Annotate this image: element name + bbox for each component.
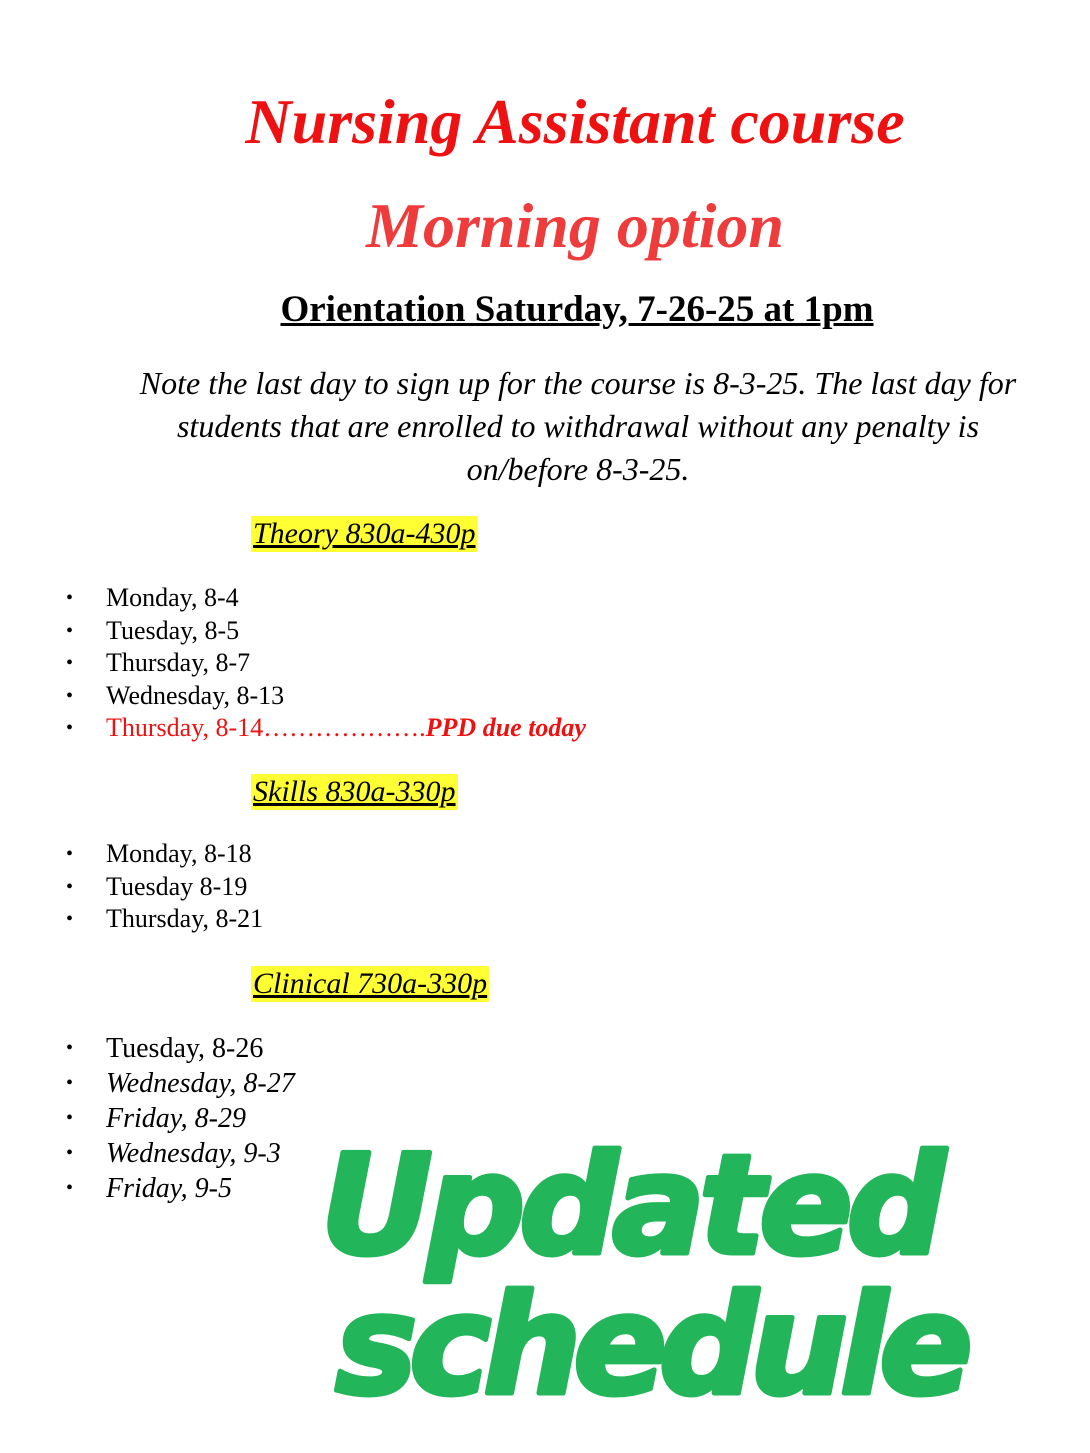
list-item-text: Tuesday 8-19	[106, 871, 248, 901]
bullet-icon: •	[66, 1107, 74, 1129]
list-item-text: Thursday, 8-21	[106, 904, 264, 933]
list-item-text: Wednesday, 9-3	[106, 1138, 281, 1169]
bullet-icon: •	[66, 843, 74, 865]
bullet-icon: •	[66, 717, 74, 739]
bullet-icon: •	[66, 1037, 74, 1059]
leader-dots: ……………….	[263, 713, 426, 742]
bullet-icon: •	[66, 652, 74, 674]
bullet-icon: •	[66, 619, 74, 642]
list-item-text: Tuesday, 8-5	[106, 615, 240, 645]
list-item	[64, 1031, 295, 1066]
bullet-icon: •	[66, 1072, 74, 1094]
list-item-text: Friday, 8-29	[106, 1103, 246, 1134]
list-item	[64, 582, 586, 615]
signup-note: Note the last day to sign up for the course is 8-3-25. The last day for students that are enrolled to withdrawal without any penalty is on/before 8-3-25.	[139, 365, 1017, 487]
list-item-text: Monday, 8-4	[106, 583, 239, 612]
list-item-text: Wednesday, 8-27	[106, 1068, 295, 1099]
list-item	[64, 615, 586, 648]
list-item-text: Friday, 9-5	[106, 1173, 232, 1204]
theory-heading: Theory 830a-430p	[253, 517, 476, 550]
skills-heading: Skills 830a-330p	[253, 775, 456, 808]
theory-list	[64, 582, 586, 745]
list-item	[64, 871, 263, 904]
list-item	[64, 1101, 295, 1136]
list-item-text: Wednesday, 8-13	[106, 680, 285, 710]
stamp-updated-text: Updated	[320, 1135, 940, 1286]
orientation-date: Orientation Saturday, 7-26-25 at 1pm	[280, 289, 874, 330]
title-course: Nursing Assistant course	[245, 86, 905, 157]
list-item-text: Thursday, 8-7	[106, 648, 251, 677]
list-item	[64, 903, 263, 936]
updated-schedule-stamp	[320, 1135, 1020, 1435]
bullet-icon: •	[66, 587, 74, 609]
bullet-icon: •	[66, 1177, 74, 1199]
list-item	[64, 838, 263, 871]
bullet-icon: •	[66, 908, 74, 930]
bullet-icon: •	[66, 684, 74, 707]
ppd-note: PPD due today	[425, 713, 586, 742]
bullet-icon: •	[66, 875, 74, 898]
list-item-text: Thursday, 8-14	[106, 713, 264, 742]
stamp-schedule-text: schedule	[335, 1265, 965, 1426]
bullet-icon: •	[66, 1142, 74, 1164]
skills-list	[64, 838, 263, 936]
title-option: Morning option	[366, 190, 784, 261]
list-item	[64, 1066, 295, 1101]
list-item	[64, 680, 586, 713]
clinical-heading: Clinical 730a-330p	[253, 967, 488, 1000]
list-item	[64, 647, 586, 680]
list-item	[64, 1171, 295, 1206]
list-item-text: Tuesday, 8-26	[106, 1033, 264, 1064]
clinical-list	[64, 1031, 295, 1206]
list-item-text: Monday, 8-18	[106, 839, 252, 868]
list-item	[64, 1136, 295, 1171]
list-item	[64, 712, 586, 745]
